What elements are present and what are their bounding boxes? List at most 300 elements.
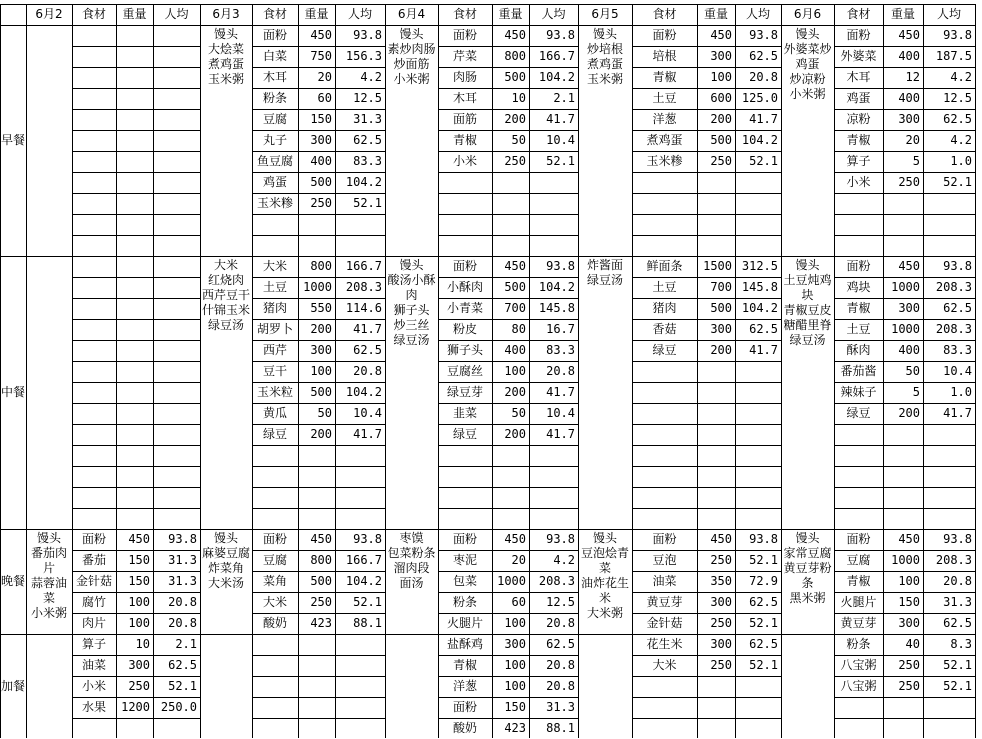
per-capita-header: 人均	[541, 7, 566, 21]
ingredient-name: 青椒	[846, 133, 871, 147]
ingredient-weight: 300	[710, 595, 732, 609]
ingredient-name: 鱼豆腐	[256, 154, 293, 168]
ingredient-per-capita: 10.4	[546, 406, 575, 420]
ingredient-name: 面粉	[262, 532, 287, 546]
ingredient-weight: 250	[898, 658, 920, 672]
ingredient-weight: 300	[310, 133, 332, 147]
ingredient-weight: 300	[898, 616, 920, 630]
ingredient-weight: 150	[898, 595, 920, 609]
ingredient-per-capita: 62.5	[749, 322, 778, 336]
ingredient-per-capita: 250.0	[160, 700, 197, 714]
ingredient-weight: 80	[511, 322, 526, 336]
ingredient-name: 酥肉	[846, 343, 871, 357]
ingredient-weight: 10	[135, 637, 150, 651]
dish-menu: 馒头 麻婆豆腐 炸菜角 大米汤	[202, 531, 251, 590]
ingredient-name: 肉肠	[452, 70, 477, 84]
dish-menu: 炸酱面 绿豆汤	[586, 258, 623, 287]
ingredient-per-capita: 145.8	[741, 280, 778, 294]
ingredient-weight: 20	[317, 70, 332, 84]
ingredient-per-capita: 62.5	[749, 49, 778, 63]
per-capita-header: 人均	[745, 7, 770, 21]
ingredient-name: 肉片	[81, 616, 106, 630]
ingredient-weight: 600	[710, 91, 732, 105]
ingredient-name: 凉粉	[846, 112, 871, 126]
ingredient-weight: 300	[504, 637, 526, 651]
ingredient-name: 培根	[652, 49, 677, 63]
ingredient-per-capita: 62.5	[943, 301, 972, 315]
ingredient-weight: 100	[504, 679, 526, 693]
ingredient-weight: 450	[898, 532, 920, 546]
ingredient-per-capita: 93.8	[168, 532, 197, 546]
ingredient-weight: 100	[898, 574, 920, 588]
ingredient-per-capita: 72.9	[749, 574, 778, 588]
ingredient-weight: 300	[310, 343, 332, 357]
ingredient-per-capita: 104.2	[538, 70, 575, 84]
ingredient-per-capita: 93.8	[943, 28, 972, 42]
ingredient-per-capita: 93.8	[943, 259, 972, 273]
ingredient-per-capita: 88.1	[353, 616, 382, 630]
ingredient-name: 白菜	[262, 49, 287, 63]
ingredient-weight: 50	[511, 133, 526, 147]
ingredient-name: 青椒	[652, 70, 677, 84]
ingredient-per-capita: 52.1	[749, 553, 778, 567]
ingredient-weight: 100	[310, 364, 332, 378]
ingredient-weight: 500	[504, 70, 526, 84]
ingredient-weight: 400	[898, 49, 920, 63]
ingredient-name: 八宝粥	[840, 679, 877, 693]
ingredient-per-capita: 20.8	[546, 364, 575, 378]
ingredient-weight: 300	[710, 637, 732, 651]
ingredient-weight: 450	[128, 532, 150, 546]
ingredient-name: 青椒	[846, 574, 871, 588]
ingredient-per-capita: 312.5	[741, 259, 778, 273]
ingredient-name: 面筋	[452, 112, 477, 126]
ingredient-weight: 350	[710, 574, 732, 588]
ingredient-weight: 550	[310, 301, 332, 315]
ingredient-per-capita: 62.5	[943, 616, 972, 630]
ingredient-name: 绿豆	[846, 406, 871, 420]
ingredient-name: 水果	[81, 700, 106, 714]
ingredient-name: 玉米粒	[256, 385, 293, 399]
ingredient-per-capita: 83.3	[353, 154, 382, 168]
ingredient-per-capita: 41.7	[546, 112, 575, 126]
ingredient-name: 盐酥鸡	[446, 637, 483, 651]
ingredient-name: 番茄酱	[840, 364, 877, 378]
ingredient-name: 土豆	[262, 280, 287, 294]
ingredient-name: 芹菜	[452, 49, 477, 63]
ingredient-per-capita: 1.0	[950, 154, 972, 168]
ingredient-weight: 250	[710, 154, 732, 168]
ingredient-name: 绿豆	[452, 427, 477, 441]
ingredient-name: 韭菜	[452, 406, 477, 420]
dish-menu: 大米 红烧肉 西芹豆干 什锦玉米 绿豆汤	[202, 258, 251, 332]
ingredient-weight: 500	[504, 280, 526, 294]
ingredient-weight: 200	[310, 427, 332, 441]
ingredient-weight: 300	[710, 49, 732, 63]
ingredient-per-capita: 104.2	[345, 385, 382, 399]
ingredient-per-capita: 83.3	[943, 343, 972, 357]
dish-menu: 馒头 酸汤小酥肉 狮子头 炒三丝 绿豆汤	[387, 258, 436, 347]
ingredient-per-capita: 208.3	[538, 574, 575, 588]
ingredient-weight: 5	[912, 154, 920, 168]
ingredient-name: 面粉	[262, 28, 287, 42]
ingredient-per-capita: 88.1	[546, 721, 575, 735]
ingredient-weight: 500	[710, 133, 732, 147]
ingredient-per-capita: 31.3	[168, 553, 197, 567]
weight-header: 重量	[498, 7, 523, 21]
ingredient-per-capita: 208.3	[935, 322, 972, 336]
ingredient-per-capita: 4.2	[553, 553, 575, 567]
ingredient-per-capita: 52.1	[943, 658, 972, 672]
ingredient-name: 菜角	[262, 574, 287, 588]
ingredient-name: 番茄	[81, 553, 106, 567]
ingredient-name: 小米	[846, 175, 871, 189]
ingredient-name: 面粉	[846, 532, 871, 546]
ingredient-per-capita: 4.2	[950, 133, 972, 147]
weight-header: 重量	[304, 7, 329, 21]
ingredient-name: 绿豆	[652, 343, 677, 357]
ingredient-name: 算子	[81, 637, 106, 651]
ingredient-per-capita: 20.8	[749, 70, 778, 84]
ingredient-weight: 20	[511, 553, 526, 567]
dish-menu: 枣馍 包菜粉条 溜肉段 面汤	[387, 531, 436, 590]
ingredient-per-capita: 20.8	[546, 616, 575, 630]
ingredient-name: 青椒	[846, 301, 871, 315]
ingredient-weight: 50	[905, 364, 920, 378]
ingredient-weight: 450	[504, 259, 526, 273]
ingredient-name: 面粉	[652, 28, 677, 42]
ingredient-name: 豆腐	[262, 553, 287, 567]
ingredient-weight: 250	[710, 553, 732, 567]
ingredient-per-capita: 208.3	[935, 280, 972, 294]
ingredient-weight: 423	[504, 721, 526, 735]
ingredient-per-capita: 52.1	[943, 679, 972, 693]
ingredient-name: 狮子头	[446, 343, 483, 357]
ingredient-weight: 423	[310, 616, 332, 630]
ingredient-name: 腐竹	[81, 595, 106, 609]
ingredient-per-capita: 156.3	[345, 49, 382, 63]
ingredient-weight: 200	[710, 112, 732, 126]
ingredient-weight: 700	[504, 301, 526, 315]
ingredient-weight: 1500	[703, 259, 732, 273]
ingredient-per-capita: 41.7	[353, 427, 382, 441]
ingredient-name: 面粉	[452, 532, 477, 546]
ingredient-name: 鸡蛋	[846, 91, 871, 105]
date-header: 6月3	[212, 7, 240, 21]
ingredient-name: 丸子	[262, 133, 287, 147]
ingredient-weight: 450	[504, 28, 526, 42]
ingredient-name: 粉条	[262, 91, 287, 105]
ingredient-per-capita: 187.5	[935, 49, 972, 63]
ingredient-weight: 250	[898, 679, 920, 693]
weight-header: 重量	[122, 7, 147, 21]
ingredient-name: 酸奶	[452, 721, 477, 735]
ingredient-name: 豆腐	[846, 553, 871, 567]
ingredient-per-capita: 62.5	[353, 133, 382, 147]
meal-label: 加餐	[1, 678, 26, 693]
ingredient-weight: 750	[310, 49, 332, 63]
ingredient-name: 胡罗卜	[256, 322, 293, 336]
ingredient-per-capita: 20.8	[546, 679, 575, 693]
ingredient-name: 粉条	[452, 595, 477, 609]
ingredient-name: 大米	[262, 595, 287, 609]
ingredient-weight: 150	[128, 553, 150, 567]
ingredient-name: 粉条	[846, 637, 871, 651]
ingredient-weight: 400	[504, 343, 526, 357]
ingredient-name: 玉米糁	[646, 154, 683, 168]
ingredient-per-capita: 20.8	[168, 616, 197, 630]
ingredient-name: 香菇	[652, 322, 677, 336]
ingredient-per-capita: 8.3	[950, 637, 972, 651]
ingredient-name: 算子	[846, 154, 871, 168]
ingredient-per-capita: 93.8	[749, 28, 778, 42]
ingredient-per-capita: 93.8	[353, 532, 382, 546]
ingredient-weight: 300	[898, 301, 920, 315]
ingredient-weight: 10	[511, 91, 526, 105]
ingredient-weight: 150	[128, 574, 150, 588]
ingredient-name: 黄瓜	[262, 406, 287, 420]
ingredient-name: 猪肉	[652, 301, 677, 315]
ingredient-per-capita: 104.2	[741, 133, 778, 147]
ingredient-weight: 800	[310, 259, 332, 273]
ingredient-weight: 1000	[891, 553, 920, 567]
ingredient-name: 火腿片	[446, 616, 483, 630]
ingredient-per-capita: 52.1	[353, 196, 382, 210]
ingredient-name: 面粉	[846, 28, 871, 42]
ingredient-name: 面粉	[652, 532, 677, 546]
ingredient-name: 鲜面条	[646, 259, 683, 273]
ingredient-per-capita: 52.1	[749, 154, 778, 168]
ingredient-weight: 100	[504, 658, 526, 672]
ingredient-name: 面粉	[846, 259, 871, 273]
ingredient-per-capita: 41.7	[546, 385, 575, 399]
ingredient-weight: 150	[504, 700, 526, 714]
ingredient-per-capita: 145.8	[538, 301, 575, 315]
ingredient-per-capita: 83.3	[546, 343, 575, 357]
ingredient-name: 洋葱	[452, 679, 477, 693]
dish-menu: 馒头 大烩菜 煮鸡蛋 玉米粥	[207, 27, 244, 86]
ingredient-name: 粉皮	[452, 322, 477, 336]
ingredient-name: 黄豆芽	[840, 616, 877, 630]
ingredient-weight: 1000	[497, 574, 526, 588]
ingredient-per-capita: 20.8	[168, 595, 197, 609]
ingredient-weight: 50	[317, 406, 332, 420]
ingredient-name: 大米	[262, 259, 287, 273]
ingredient-per-capita: 12.5	[353, 91, 382, 105]
per-capita-header: 人均	[936, 7, 961, 21]
ingredient-weight: 1000	[891, 322, 920, 336]
ingredient-per-capita: 52.1	[749, 658, 778, 672]
ingredient-name: 面粉	[452, 259, 477, 273]
ingredient-name: 小米	[81, 679, 106, 693]
ingredient-weight: 400	[898, 91, 920, 105]
ingredient-per-capita: 41.7	[749, 343, 778, 357]
ingredient-weight: 450	[504, 532, 526, 546]
ingredient-weight: 50	[511, 406, 526, 420]
ingredient-weight: 1000	[891, 280, 920, 294]
ingredient-weight: 450	[310, 28, 332, 42]
ingredient-weight: 200	[504, 385, 526, 399]
ingredient-per-capita: 62.5	[168, 658, 197, 672]
ingredient-name: 豆泡	[652, 553, 677, 567]
ingredient-name: 煮鸡蛋	[646, 133, 683, 147]
ingredient-per-capita: 62.5	[546, 637, 575, 651]
ingredient-weight: 300	[710, 322, 732, 336]
date-header: 6月6	[793, 7, 822, 21]
ingredient-weight: 100	[128, 595, 150, 609]
ingredient-weight: 40	[905, 637, 920, 651]
ingredient-per-capita: 52.1	[546, 154, 575, 168]
ingredient-per-capita: 93.8	[546, 259, 575, 273]
ingredient-per-capita: 52.1	[749, 616, 778, 630]
ingredient-name: 木耳	[452, 91, 477, 105]
ingredient-weight: 800	[504, 49, 526, 63]
ingredient-name: 青椒	[452, 133, 477, 147]
ingredient-name: 西芹	[262, 343, 287, 357]
food-header: 食材	[652, 7, 677, 21]
dish-menu: 馒头 番茄肉片 蒜蓉油菜 小米粥	[30, 531, 67, 620]
ingredient-name: 外婆菜	[840, 49, 877, 63]
food-header: 食材	[81, 7, 106, 21]
dish-menu: 馒头 炒培根 煮鸡蛋 玉米粥	[586, 27, 623, 86]
ingredient-per-capita: 2.1	[553, 91, 575, 105]
ingredient-per-capita: 62.5	[749, 637, 778, 651]
ingredient-per-capita: 41.7	[353, 322, 382, 336]
ingredient-name: 黄豆芽	[646, 595, 683, 609]
ingredient-name: 土豆	[652, 280, 677, 294]
ingredient-name: 豆腐丝	[446, 364, 483, 378]
ingredient-name: 面粉	[452, 700, 477, 714]
ingredient-name: 大米	[652, 658, 677, 672]
ingredient-per-capita: 52.1	[353, 595, 382, 609]
ingredient-weight: 100	[710, 70, 732, 84]
ingredient-name: 花生米	[646, 637, 683, 651]
ingredient-name: 包菜	[452, 574, 477, 588]
ingredient-per-capita: 41.7	[546, 427, 575, 441]
ingredient-per-capita: 166.7	[345, 553, 382, 567]
ingredient-weight: 500	[710, 301, 732, 315]
ingredient-name: 土豆	[846, 322, 871, 336]
ingredient-per-capita: 2.1	[175, 637, 197, 651]
ingredient-per-capita: 166.7	[345, 259, 382, 273]
ingredient-name: 酸奶	[262, 616, 287, 630]
weight-header: 重量	[890, 7, 915, 21]
ingredient-per-capita: 208.3	[935, 553, 972, 567]
ingredient-weight: 250	[310, 595, 332, 609]
ingredient-weight: 60	[511, 595, 526, 609]
ingredient-weight: 1000	[303, 280, 332, 294]
ingredient-name: 青椒	[452, 658, 477, 672]
ingredient-per-capita: 10.4	[546, 133, 575, 147]
date-header: 6月5	[591, 7, 619, 21]
ingredient-per-capita: 12.5	[943, 91, 972, 105]
ingredient-per-capita: 62.5	[749, 595, 778, 609]
per-capita-header: 人均	[164, 7, 189, 21]
ingredient-name: 绿豆芽	[446, 385, 483, 399]
ingredient-per-capita: 20.8	[353, 364, 382, 378]
ingredient-name: 油菜	[652, 574, 677, 588]
ingredient-per-capita: 41.7	[943, 406, 972, 420]
food-header: 食材	[262, 7, 287, 21]
ingredient-per-capita: 10.4	[943, 364, 972, 378]
dish-menu: 馒头 素炒肉肠 炒面筋 小米粥	[387, 27, 436, 86]
ingredient-weight: 450	[710, 532, 732, 546]
ingredient-name: 绿豆	[262, 427, 287, 441]
date-header: 6月2	[35, 7, 63, 21]
meal-label: 中餐	[1, 384, 26, 399]
ingredient-weight: 400	[898, 343, 920, 357]
ingredient-per-capita: 4.2	[360, 70, 382, 84]
ingredient-per-capita: 12.5	[546, 595, 575, 609]
ingredient-per-capita: 62.5	[353, 343, 382, 357]
ingredient-name: 小米	[452, 154, 477, 168]
ingredient-weight: 450	[898, 259, 920, 273]
ingredient-weight: 100	[504, 364, 526, 378]
ingredient-per-capita: 93.8	[546, 532, 575, 546]
ingredient-weight: 250	[710, 658, 732, 672]
ingredient-weight: 100	[504, 616, 526, 630]
ingredient-weight: 400	[310, 154, 332, 168]
ingredient-name: 小酥肉	[446, 280, 483, 294]
ingredient-per-capita: 114.6	[345, 301, 382, 315]
ingredient-weight: 200	[504, 427, 526, 441]
ingredient-weight: 250	[504, 154, 526, 168]
ingredient-name: 油菜	[81, 658, 106, 672]
ingredient-per-capita: 31.3	[353, 112, 382, 126]
ingredient-weight: 1200	[121, 700, 150, 714]
ingredient-name: 玉米糁	[256, 196, 293, 210]
ingredient-per-capita: 41.7	[749, 112, 778, 126]
ingredient-per-capita: 20.8	[943, 574, 972, 588]
ingredient-per-capita: 166.7	[538, 49, 575, 63]
ingredient-per-capita: 104.2	[538, 280, 575, 294]
ingredient-weight: 250	[898, 175, 920, 189]
ingredient-per-capita: 20.8	[546, 658, 575, 672]
ingredient-name: 洋葱	[652, 112, 677, 126]
meal-label: 早餐	[1, 132, 26, 147]
ingredient-weight: 200	[710, 343, 732, 357]
ingredient-name: 土豆	[652, 91, 677, 105]
ingredient-weight: 300	[898, 112, 920, 126]
dish-menu: 馒头 豆泡烩青菜 油炸花生米 大米粥	[580, 531, 629, 620]
ingredient-per-capita: 31.3	[943, 595, 972, 609]
ingredient-name: 八宝粥	[840, 658, 877, 672]
ingredient-name: 猪肉	[262, 301, 287, 315]
ingredient-weight: 450	[710, 28, 732, 42]
ingredient-weight: 300	[128, 658, 150, 672]
ingredient-name: 金针菇	[646, 616, 683, 630]
ingredient-name: 面粉	[81, 532, 106, 546]
ingredient-name: 木耳	[262, 70, 287, 84]
ingredient-per-capita: 31.3	[546, 700, 575, 714]
ingredient-weight: 500	[310, 574, 332, 588]
dish-menu: 馒头 家常豆腐 黄豆芽粉条 黑米粥	[783, 531, 832, 605]
ingredient-name: 鸡蛋	[262, 175, 287, 189]
ingredient-per-capita: 93.8	[353, 28, 382, 42]
ingredient-per-capita: 1.0	[950, 385, 972, 399]
ingredient-weight: 20	[905, 133, 920, 147]
ingredient-per-capita: 62.5	[943, 112, 972, 126]
per-capita-header: 人均	[347, 7, 372, 21]
food-header: 食材	[452, 7, 477, 21]
ingredient-name: 枣泥	[452, 553, 477, 567]
ingredient-per-capita: 93.8	[749, 532, 778, 546]
ingredient-weight: 800	[310, 553, 332, 567]
meal-label: 晚餐	[1, 573, 26, 588]
ingredient-weight: 500	[310, 175, 332, 189]
ingredient-per-capita: 10.4	[353, 406, 382, 420]
ingredient-per-capita: 208.3	[345, 280, 382, 294]
